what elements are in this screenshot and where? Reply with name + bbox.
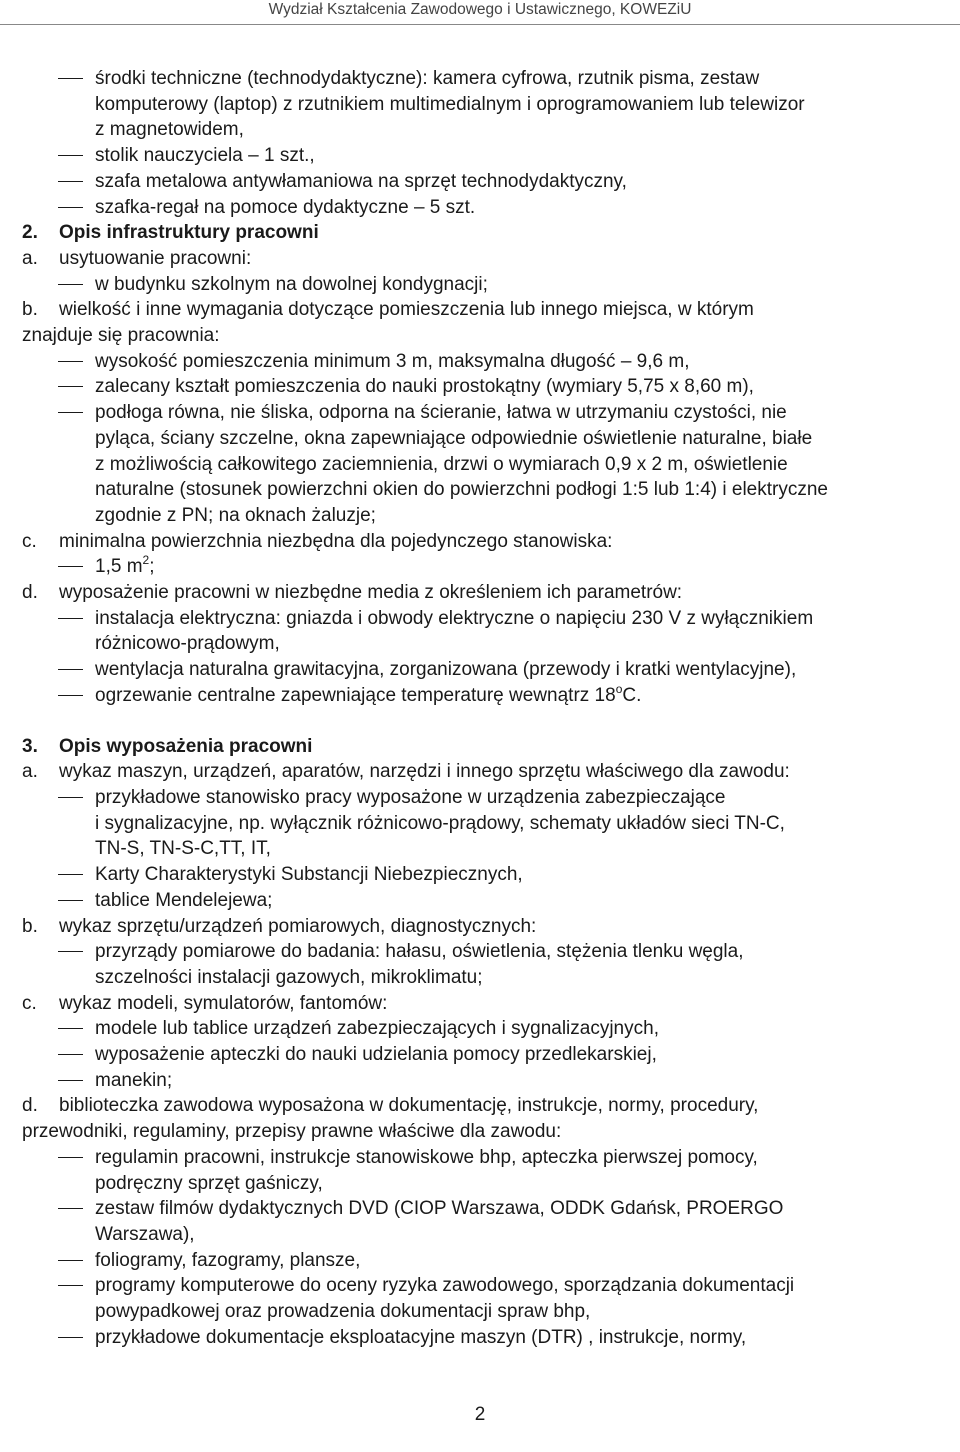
bullet-item — [22, 888, 958, 914]
dash-bullet-icon — [58, 284, 83, 285]
item-marker: a. — [22, 247, 38, 269]
item-line — [22, 734, 958, 760]
dash-bullet-icon — [58, 1285, 83, 1286]
dash-bullet-icon — [58, 951, 83, 952]
bullet-line: szafka-regał na pomoce dydaktyczne – 5 szt. — [95, 196, 476, 218]
dash-bullet-icon — [58, 797, 83, 798]
dash-bullet-icon — [58, 1054, 83, 1055]
bullet-item — [22, 374, 958, 400]
item-line — [22, 1119, 958, 1145]
bullet-item — [22, 683, 958, 709]
bullet-line: programy komputerowe do oceny ryzyka zawodowego, sporządzania dokumentacji — [95, 1275, 795, 1297]
bullet-item — [22, 1196, 958, 1247]
item-marker: d. — [22, 1095, 38, 1117]
section-gap — [22, 709, 958, 734]
page-number: 2 — [474, 1404, 486, 1425]
bullet-line: podręczny sprzęt gaśniczy, — [95, 1172, 323, 1194]
bullet-line: regulamin pracowni, instrukcje stanowiskowe bhp, apteczka pierwszej pomocy, — [95, 1146, 758, 1168]
dash-bullet-icon — [58, 669, 83, 670]
bullet-item — [22, 554, 958, 580]
item-marker: b. — [22, 915, 38, 937]
item-text: Opis wyposażenia pracowni — [59, 735, 313, 757]
bullet-line — [95, 554, 958, 580]
header-divider — [0, 24, 960, 25]
dash-bullet-icon — [58, 900, 83, 901]
bullet-line: szafa metalowa antywłamaniowa na sprzęt technodydaktyczny, — [95, 170, 627, 192]
item-text: minimalna powierzchnia niezbędna dla pojedynczego stanowiska: — [59, 530, 613, 552]
dash-bullet-icon — [58, 78, 83, 79]
item-text: wykaz sprzętu/urządzeń pomiarowych, diagnostycznych: — [59, 915, 537, 937]
bullet-item — [22, 400, 958, 529]
bullet-text: ogrzewanie centralne zapewniające temperaturę wewnątrz 18 — [95, 684, 616, 706]
item-marker: d. — [22, 582, 38, 604]
bullet-item — [22, 195, 958, 221]
bullet-item — [22, 1248, 958, 1274]
item-line — [22, 246, 958, 272]
bullet-line: manekin; — [95, 1069, 173, 1091]
bullet-line: zalecany kształt pomieszczenia do nauki prostokątny (wymiary 5,75 x 8,60 m), — [95, 376, 754, 398]
bullet-line: wysokość pomieszczenia minimum 3 m, maksymalna długość – 9,6 m, — [95, 350, 690, 372]
item-line — [22, 323, 958, 349]
bullet-line: wyposażenie apteczki do nauki udzielania pomocy przedlekarskiej, — [95, 1044, 657, 1066]
bullet-line: różnicowo-prądowym, — [95, 633, 280, 655]
dash-bullet-icon — [58, 1028, 83, 1029]
bullet-line: wentylacja naturalna grawitacyjna, zorganizowana (przewody i kratki wentylacyjne), — [95, 659, 797, 681]
bullet-line: Warszawa), — [95, 1223, 195, 1245]
bullet-line: przykładowe dokumentacje eksploatacyjne maszyn (DTR) , instrukcje, normy, — [95, 1326, 747, 1348]
dash-bullet-icon — [58, 1157, 83, 1158]
bullet-item — [22, 66, 958, 143]
bullet-line: tablice Mendelejewa; — [95, 889, 273, 911]
dash-bullet-icon — [58, 386, 83, 387]
dash-bullet-icon — [58, 1080, 83, 1081]
dash-bullet-icon — [58, 361, 83, 362]
bullet-item — [22, 1273, 958, 1324]
bullet-line: Karty Charakterystyki Substancji Niebezpiecznych, — [95, 864, 523, 886]
dash-bullet-icon — [58, 566, 83, 567]
item-text: Opis infrastruktury pracowni — [59, 222, 319, 244]
bullet-line: instalacja elektryczna: gniazda i obwody elektryczne o napięciu 230 V z wyłącznikiem — [95, 607, 814, 629]
section-heading — [22, 220, 958, 246]
bullet-line: naturalne (stosunek powierzchni okien do powierzchni podłogi 1:5 lub 1:4) i elektryczne — [95, 479, 828, 501]
running-header: Wydział Kształcenia Zawodowego i Ustawicznego, KOWEZiU — [268, 1, 692, 18]
lettered-item — [22, 991, 958, 1017]
lettered-item — [22, 529, 958, 555]
item-marker: c. — [22, 992, 37, 1014]
item-line — [22, 1093, 958, 1119]
dash-bullet-icon — [58, 181, 83, 182]
bullet-item — [22, 272, 958, 298]
lettered-item — [22, 297, 958, 348]
bullet-item — [22, 1325, 958, 1351]
bullet-line: z możliwością całkowitego zaciemnienia, drzwi o wymiarach 0,9 x 2 m, oświetlenie — [95, 453, 788, 475]
bullet-line: pyląca, ściany szczelne, okna zapewniające odpowiednie oświetlenie naturalne, białe — [95, 427, 813, 449]
item-line — [22, 529, 958, 555]
bullet-line: w budynku szkolnym na dowolnej kondygnacji; — [95, 273, 488, 295]
bullet-text: 1,5 m — [95, 556, 143, 578]
bullet-item — [22, 143, 958, 169]
item-marker: b. — [22, 299, 38, 321]
bullet-line: z magnetowidem, — [95, 119, 244, 141]
item-text: usytuowanie pracowni: — [59, 247, 252, 269]
bullet-item — [22, 1145, 958, 1196]
item-line — [22, 991, 958, 1017]
bullet-item — [22, 1016, 958, 1042]
item-text: wielkość i inne wymagania dotyczące pomieszczenia lub innego miejsca, w którym — [59, 299, 754, 321]
bullet-item — [22, 1042, 958, 1068]
bullet-line: i sygnalizacyjne, np. wyłącznik różnicowo-prądowy, schematy układów sieci TN-C, — [95, 812, 785, 834]
bullet-line: przyrządy pomiarowe do badania: hałasu, oświetlenia, stężenia tlenku węgla, — [95, 941, 744, 963]
lettered-item — [22, 1093, 958, 1144]
bullet-item — [22, 657, 958, 683]
lettered-item — [22, 914, 958, 940]
document-body — [22, 66, 958, 1350]
bullet-line: komputerowy (laptop) z rzutnikiem multimedialnym i oprogramowaniem lub telewizor — [95, 93, 805, 115]
bullet-item — [22, 349, 958, 375]
bullet-item — [22, 169, 958, 195]
item-line — [22, 580, 958, 606]
bullet-line: powypadkowej oraz prowadzenia dokumentacji spraw bhp, — [95, 1301, 591, 1323]
lettered-item — [22, 759, 958, 785]
dash-bullet-icon — [58, 695, 83, 696]
bullet-text-suffix: C. — [622, 684, 642, 706]
item-marker: a. — [22, 761, 38, 783]
bullet-line: zgodnie z PN; na oknach żaluzje; — [95, 504, 376, 526]
item-text: wykaz modeli, symulatorów, fantomów: — [59, 992, 388, 1014]
bullet-line: stolik nauczyciela – 1 szt., — [95, 145, 315, 167]
section-heading — [22, 734, 958, 760]
item-text: wykaz maszyn, urządzeń, aparatów, narzędzi i innego sprzętu właściwego dla zawodu: — [59, 761, 790, 783]
dash-bullet-icon — [58, 207, 83, 208]
bullet-line: foliogramy, fazogramy, plansze, — [95, 1249, 361, 1271]
dash-bullet-icon — [58, 874, 83, 875]
bullet-line: modele lub tablice urządzeń zabezpieczających i sygnalizacyjnych, — [95, 1018, 659, 1040]
dash-bullet-icon — [58, 155, 83, 156]
lettered-item — [22, 580, 958, 606]
item-line — [22, 914, 958, 940]
item-line — [22, 759, 958, 785]
item-text: wyposażenie pracowni w niezbędne media z określeniem ich parametrów: — [59, 582, 683, 604]
dash-bullet-icon — [58, 1337, 83, 1338]
item-marker: 3. — [22, 735, 38, 757]
item-text: biblioteczka zawodowa wyposażona w dokumentację, instrukcje, normy, procedury, — [59, 1095, 759, 1117]
dash-bullet-icon — [58, 412, 83, 413]
dash-bullet-icon — [58, 1208, 83, 1209]
bullet-item — [22, 606, 958, 657]
bullet-line: TN-S, TN-S-C,TT, IT, — [95, 838, 271, 860]
dash-bullet-icon — [58, 618, 83, 619]
item-marker: 2. — [22, 222, 38, 244]
dash-bullet-icon — [58, 1260, 83, 1261]
item-line — [22, 297, 958, 323]
bullet-line: przykładowe stanowisko pracy wyposażone w urządzenia zabezpieczające — [95, 786, 726, 808]
bullet-line: podłoga równa, nie śliska, odporna na ścieranie, łatwa w utrzymaniu czystości, nie — [95, 402, 787, 424]
item-marker: c. — [22, 530, 37, 552]
item-line — [22, 220, 958, 246]
bullet-line: szczelności instalacji gazowych, mikroklimatu; — [95, 966, 483, 988]
bullet-line: zestaw filmów dydaktycznych DVD (CIOP Warszawa, ODDK Gdańsk, PROERGO — [95, 1198, 784, 1220]
bullet-text-suffix: ; — [149, 556, 155, 578]
item-text: znajduje się pracownia: — [22, 325, 220, 347]
bullet-item — [22, 785, 958, 862]
superscript: 2 — [142, 553, 150, 568]
superscript: o — [615, 681, 623, 696]
bullet-item — [22, 1068, 958, 1094]
bullet-line — [95, 683, 958, 709]
bullet-item — [22, 862, 958, 888]
bullet-line: środki techniczne (technodydaktyczne): kamera cyfrowa, rzutnik pisma, zestaw — [95, 68, 760, 89]
item-text: przewodniki, regulaminy, przepisy prawne właściwe dla zawodu: — [22, 1121, 562, 1143]
lettered-item — [22, 246, 958, 272]
bullet-item — [22, 939, 958, 990]
